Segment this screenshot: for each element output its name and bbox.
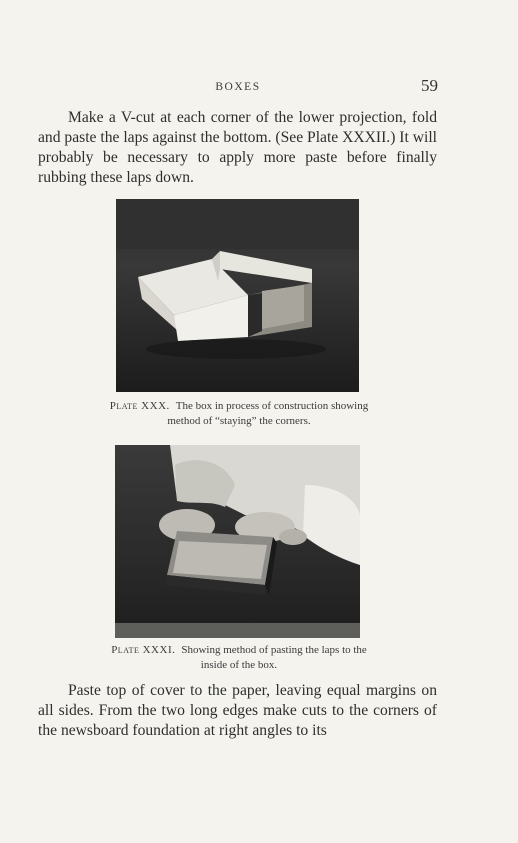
paragraph-2	[38, 681, 437, 741]
paragraph-1-text: Make a V-cut at each corner of the lower projection, fold and paste the laps against the bottom. (See Plate XXXII.) It will probably be necessary to apply more paste before finally rubbing these laps down.	[38, 109, 437, 186]
paragraph-2-text: Paste top of cover to the paper, leaving equal margins on all sides. From the two long edges make cuts to the corners of the newsboard foundation at right angles to its	[38, 682, 437, 739]
plate-xxx-photo	[116, 199, 359, 392]
plate-xxxi-photo	[115, 445, 360, 638]
plate-xxxi-label: Plate XXXI.	[111, 644, 176, 656]
pasting-laps-illustration	[115, 445, 360, 638]
page-number: 59	[421, 76, 438, 95]
running-head	[38, 76, 438, 96]
running-head-title: BOXES	[215, 81, 261, 93]
plate-xxx-label: Plate XXX.	[109, 400, 170, 412]
paragraph-1	[38, 108, 437, 188]
plate-xxx-caption	[100, 399, 378, 428]
plate-xxxi-caption	[100, 643, 378, 672]
box-staying-illustration	[116, 199, 359, 392]
plate-xxxi-caption-text: Showing method of pasting the laps to the inside of the box.	[181, 644, 367, 671]
plate-xxx-caption-text: The box in process of construction showing method of “staying” the corners.	[167, 400, 369, 427]
